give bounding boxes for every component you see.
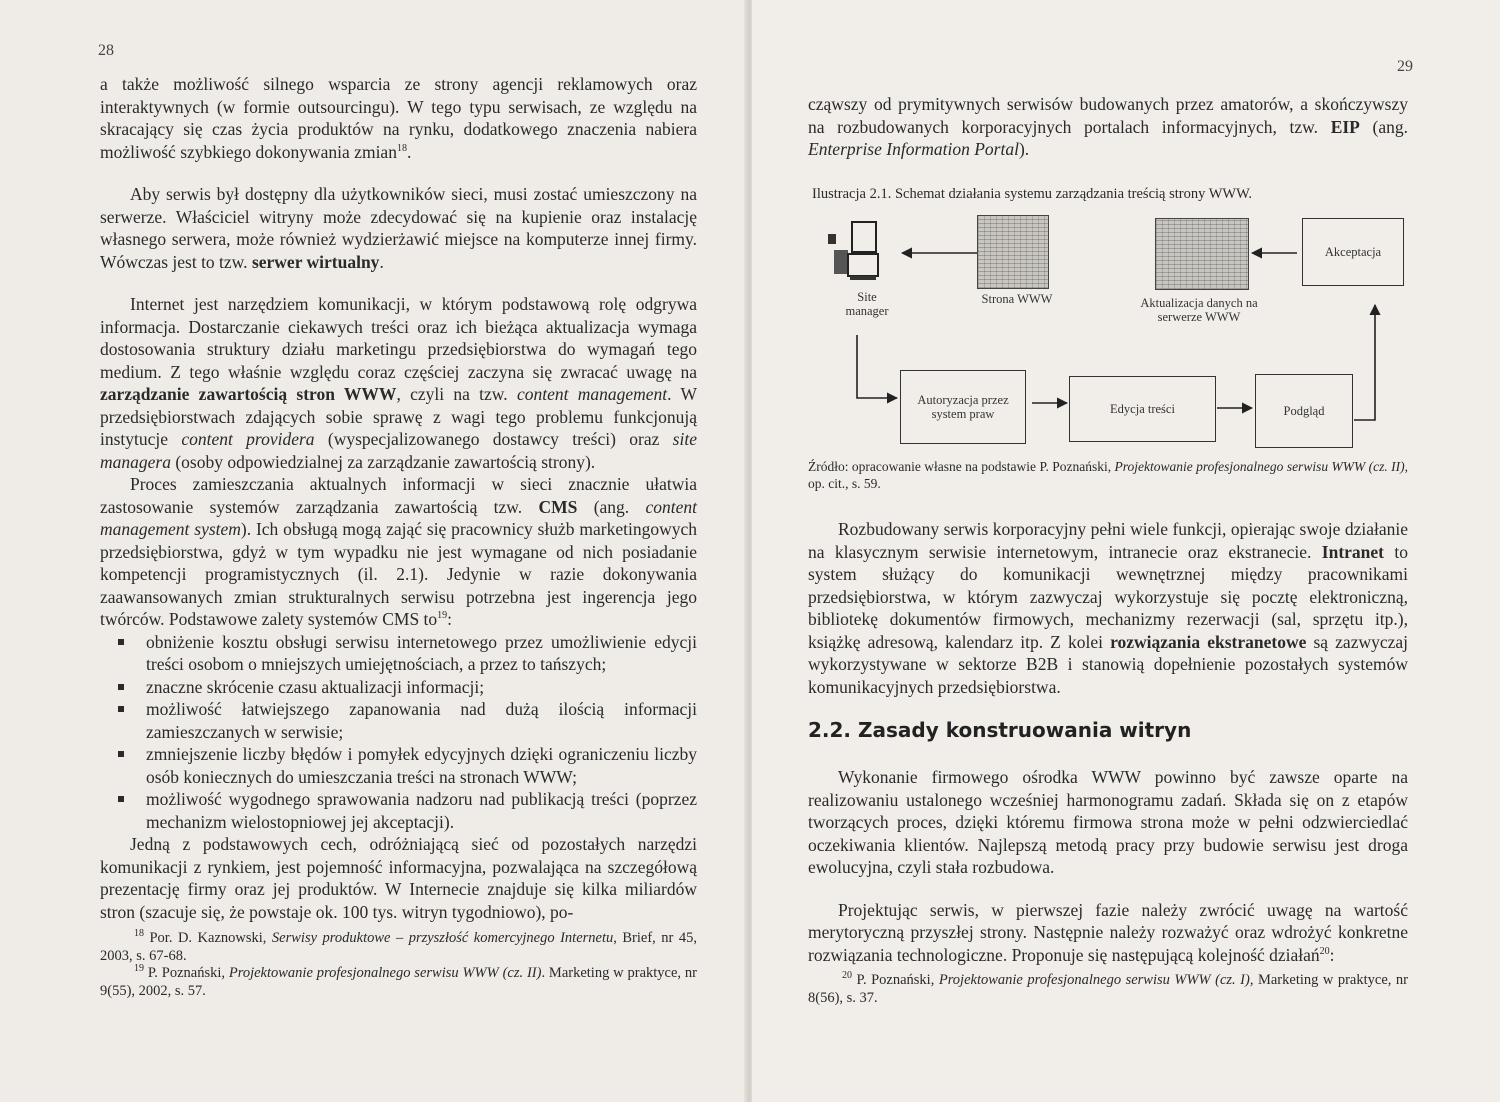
list-item: możliwość łatwiejszego zapanowania nad dużą ilością informacji zamieszczanych w serwisie;: [146, 699, 697, 742]
paragraph: Rozbudowany serwis korporacyjny pełni wiele funkcji, opierając swoje działanie na klasycznym serwisie internetowym, intranecie oraz ekstranecie. Intranet to system służący do komunikacji wewnętrznej między pracownikami przedsiębiorstwa, w którym zazwyczaj wykorzystuje się pocztę elektroniczną, bibliotekę dokumentów firmowych, mechanizmy rezerwacji (sal, sprzętu itp.), książkę adresową, kalendarz itp. Z kolei rozwiązania ekstranetowe są zazwyczaj wykorzystywane w sektorze B2B i stanowią dopełnienie pozostałych systemów komunikacyjnych przedsiębiorstwa.: [808, 519, 1409, 697]
server-update-screenshot-icon: [1155, 218, 1249, 290]
paragraph: Projektując serwis, w pierwszej fazie należy zwrócić uwagę na wartość merytoryczną przyszłej strony. Następnie należy rozważyć oraz wdrożyć konkretne rozwiązania technologiczne. Proponuje się następującą kolejność działań$^{20}$:: [808, 899, 1408, 965]
paragraph: Jedną z podstawowych cech, odróżniającą sieć od pozostałych narzędzi komunikacji z rynkiem, jest pojemność informacyjna, pozwalająca na szczegółową prezentację firmy oraz jej produktów. W Internecie znajduje się kilka miliardów stron (szacuje się, że powstaje ok. 100 tys. witryn tygodniowo), po-: [100, 834, 697, 922]
arrow-manager-to-autoryzacja: [857, 335, 897, 398]
autoryzacja-box: Autoryzacja przez system praw: [900, 370, 1026, 444]
section-heading: 2.2. Zasady konstruowania witryn: [808, 718, 1192, 742]
left-body-text: [100, 73, 697, 923]
footnote-ref[interactable]: 20: [1319, 945, 1330, 957]
cms-advantages-list: [100, 631, 697, 834]
arrow-podglad-to-akceptacja: [1354, 305, 1375, 420]
footnote-20: $^{20}$ P. Poznański, Projektowanie profesjonalnego serwisu WWW (cz. I), Marketing w praktyce, nr 8(56), s. 37.: [808, 970, 1408, 1006]
site-manager-label: Site manager: [845, 290, 889, 318]
list-item: obniżenie kosztu obsługi serwisu internetowego przez umożliwienie edycji treści osobom o mniejszych umiejętnościach, a przez to tańszych;: [146, 631, 697, 674]
strona-www-label: Strona WWW: [981, 292, 1053, 306]
footnotes: [808, 972, 1408, 1007]
right-page: [752, 0, 1500, 1102]
paragraph: Proces zamieszczania aktualnych informacji w sieci znacznie ułatwia zastosowanie systemów zarządzania zawartością tzw. CMS (ang. content management system). Ich obsługą mogą zająć się pracownicy służb marketingowych przedsiębiorstwa, gdyż w tym wypadku nie jest wymagane od nich posiadanie kompetencji programistycznych (il. 2.1). Jedynie w razie dokonywania zaawansowanych zmian strukturalnych serwisu potrzebna jest ingerencja jego twórców. Podstawowe zalety systemów CMS $to^{19}$:: [100, 474, 697, 629]
list-item: znaczne skrócenie czasu aktualizacji informacji;: [146, 676, 697, 699]
footnotes: [100, 930, 697, 1000]
figure-caption: Ilustracja 2.1. Schemat działania systemu zarządzania treścią strony WWW.: [812, 186, 1253, 202]
footnote-19: $^{19}$ P. Poznański, Projektowanie profesjonalnego serwisu WWW (cz. II). Marketing w praktyce, nr 9(55), 2002, s. 57.: [100, 963, 697, 999]
page-number: 28: [98, 42, 114, 59]
footnote-18: $^{18}$ Por. D. Kaznowski, Serwisy produktowe – przyszłość komercyjnego Internetu, Brief, nr 45, 2003, s. 67-68.: [100, 928, 697, 964]
web-page-screenshot-icon: [977, 215, 1049, 289]
paragraph: a także możliwość silnego wsparcia ze strony agencji reklamowych oraz interaktywnych (w formie outsourcingu). W tego typu serwisach, ze względu na skracający się czas życia produktów na rynku, dodatkowego znaczenia nabiera możliwość szybkiego dokonywania zmian$^{18}$.: [100, 74, 697, 162]
podglad-box: Podgląd: [1255, 374, 1353, 448]
akceptacja-box: Akceptacja: [1302, 218, 1404, 286]
paragraph: Internet jest narzędziem komunikacji, w którym podstawową rolę odgrywa informacja. Dostarczanie ciekawych treści oraz ich bieżąca aktualizacja wymaga dostosowania struktury działu marketingu przedsiębiorstwa do wymagań tego medium. Z tego właśnie względu coraz częściej zaczyna się zwracać uwagę na zarządzanie zawartością stron WWW, czyli na tzw. content management. W przedsiębiorstwach zdających sobie sprawę z wagi tego problemu funkcjonują instytucje content providera (wyspecjalizowanego dostawcy treści) oraz site managera (osoby odpowiedzialnej za zarządzanie zawartością strony).: [100, 294, 697, 472]
page-number: 29: [1397, 58, 1413, 75]
right-intro-text: [808, 93, 1408, 161]
right-body-text: [808, 518, 1408, 698]
list-item: możliwość wygodnego sprawowania nadzoru nad publikacją treści (poprzez mechanizm wielostopniowej jej akceptacji).: [146, 789, 697, 832]
edycja-box: Edycja treści: [1069, 376, 1216, 442]
aktualizacja-label: Aktualizacja danych na serwerze WWW: [1140, 296, 1258, 324]
left-page: [0, 0, 748, 1102]
paragraph: cząwszy od prymitywnych serwisów budowanych przez amatorów, a skończywszy na rozbudowanych korporacyjnych portalach informacyjnych, tzw. EIP (ang. Enterprise Information Portal).: [808, 94, 1408, 159]
computer-user-icon: [828, 222, 878, 280]
footnote-ref[interactable]: 18: [396, 142, 407, 154]
section-text: [808, 766, 1408, 966]
paragraph: Aby serwis był dostępny dla użytkowników sieci, musi zostać umieszczony na serwerze. Właściciel witryny może zdecydować się na kupienie oraz instalację własnego serwera, może również wydzierżawić miejsce na komputerze innej firmy. Wówczas jest to tzw. serwer wirtualny.: [100, 184, 697, 272]
paragraph: Wykonanie firmowego ośrodka WWW powinno być zawsze oparte na realizowaniu ustalonego wcześniej harmonogramu zadań. Składa się on z etapów tworzących proces, dzięki któremu firmowa strona może w pełni odzwierciedlać oczekiwania klientów. Najlepszą metodą pracy przy budowie serwisu jest droga ewolucyjna, czyli stała rozbudowa.: [808, 767, 1408, 877]
figure-source: Źródło: opracowanie własne na podstawie P. Poznański, Projektowanie profesjonalnego serwisu WWW (cz. II), op. cit., s. 59.: [808, 459, 1409, 491]
footnote-ref[interactable]: 19: [437, 610, 448, 622]
list-item: zmniejszenie liczby błędów i pomyłek edycyjnych dzięki ograniczeniu liczby osób koniecznych do umieszczania treści na stronach WWW;: [146, 744, 697, 787]
cms-workflow-diagram: [812, 210, 1412, 450]
